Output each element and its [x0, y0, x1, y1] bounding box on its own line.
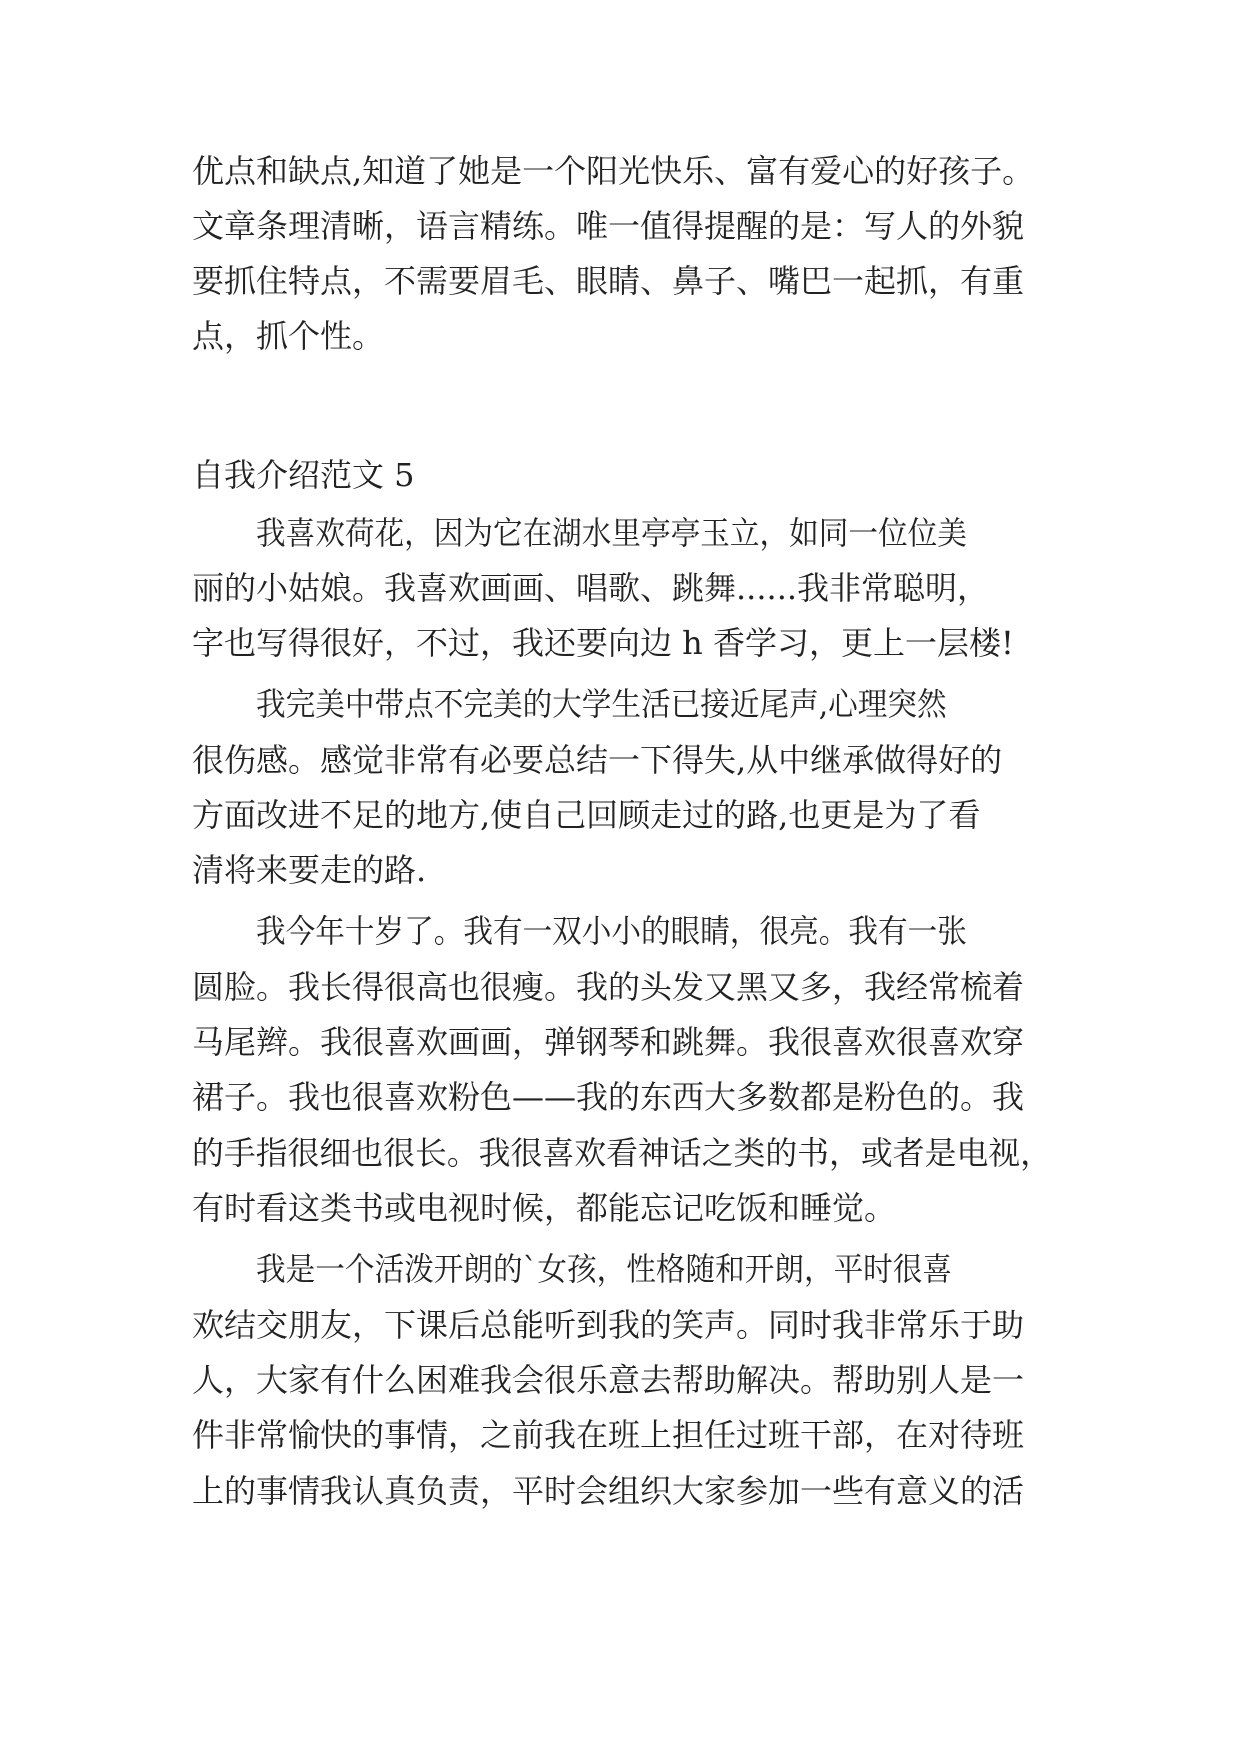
- text-line: 有时看这类书或电视时候，都能忘记吃饭和睡觉。: [192, 1189, 897, 1227]
- text-line: 马尾辫。我很喜欢画画，弹钢琴和跳舞。我很喜欢很喜欢穿: [192, 1023, 1025, 1061]
- text-line: 文章条理清晰，语言精练。唯一值得提醒的是：写人的外貌: [192, 207, 1025, 245]
- text-line: 我喜欢荷花，因为它在湖水里亭亭玉立，如同一位位美: [256, 514, 967, 552]
- text-line: 我完美中带点不完美的大学生活已接近尾声,心理突然: [256, 685, 947, 723]
- text-line: 我今年十岁了。我有一双小小的眼睛，很亮。我有一张: [256, 912, 967, 950]
- text-line: 优点和缺点,知道了她是一个阳光快乐、富有爱心的好孩子。: [192, 152, 1035, 190]
- text-line: 件非常愉快的事情，之前我在班上担任过班干部，在对待班: [192, 1416, 1025, 1454]
- section-title: 自我介绍范文 5: [192, 456, 415, 494]
- text-line: 的手指很细也很长。我很喜欢看神话之类的书，或者是电视，: [192, 1134, 1053, 1172]
- text-line: 清将来要走的路.: [192, 851, 427, 889]
- text-line: 上的事情我认真负责，平时会组织大家参加一些有意义的活: [192, 1472, 1025, 1510]
- text-line: 方面改进不足的地方,使自己回顾走过的路,也更是为了看: [192, 796, 981, 834]
- text-line: 丽的小姑娘。我喜欢画画、唱歌、跳舞......我非常聪明，: [192, 569, 990, 607]
- text-line: 点，抓个性。: [192, 317, 385, 355]
- text-line: 圆脸。我长得很高也很瘦。我的头发又黑又多，我经常梳着: [192, 968, 1025, 1006]
- text-line: 字也写得很好，不过，我还要向边 h 香学习，更上一层楼!: [192, 624, 1014, 662]
- text-line: 我是一个活泼开朗的`女孩，性格随和开朗，平时很喜: [256, 1250, 953, 1288]
- text-line: 要抓住特点，不需要眉毛、眼睛、鼻子、嘴巴一起抓，有重: [192, 262, 1025, 300]
- text-line: 人，大家有什么困难我会很乐意去帮助解决。帮助别人是一: [192, 1361, 1025, 1399]
- text-line: 欢结交朋友，下课后总能听到我的笑声。同时我非常乐于助: [192, 1306, 1025, 1344]
- text-line: 很伤感。感觉非常有必要总结一下得失,从中继承做得好的: [192, 741, 1003, 779]
- text-line: 裙子。我也很喜欢粉色——我的东西大多数都是粉色的。我: [192, 1078, 1025, 1116]
